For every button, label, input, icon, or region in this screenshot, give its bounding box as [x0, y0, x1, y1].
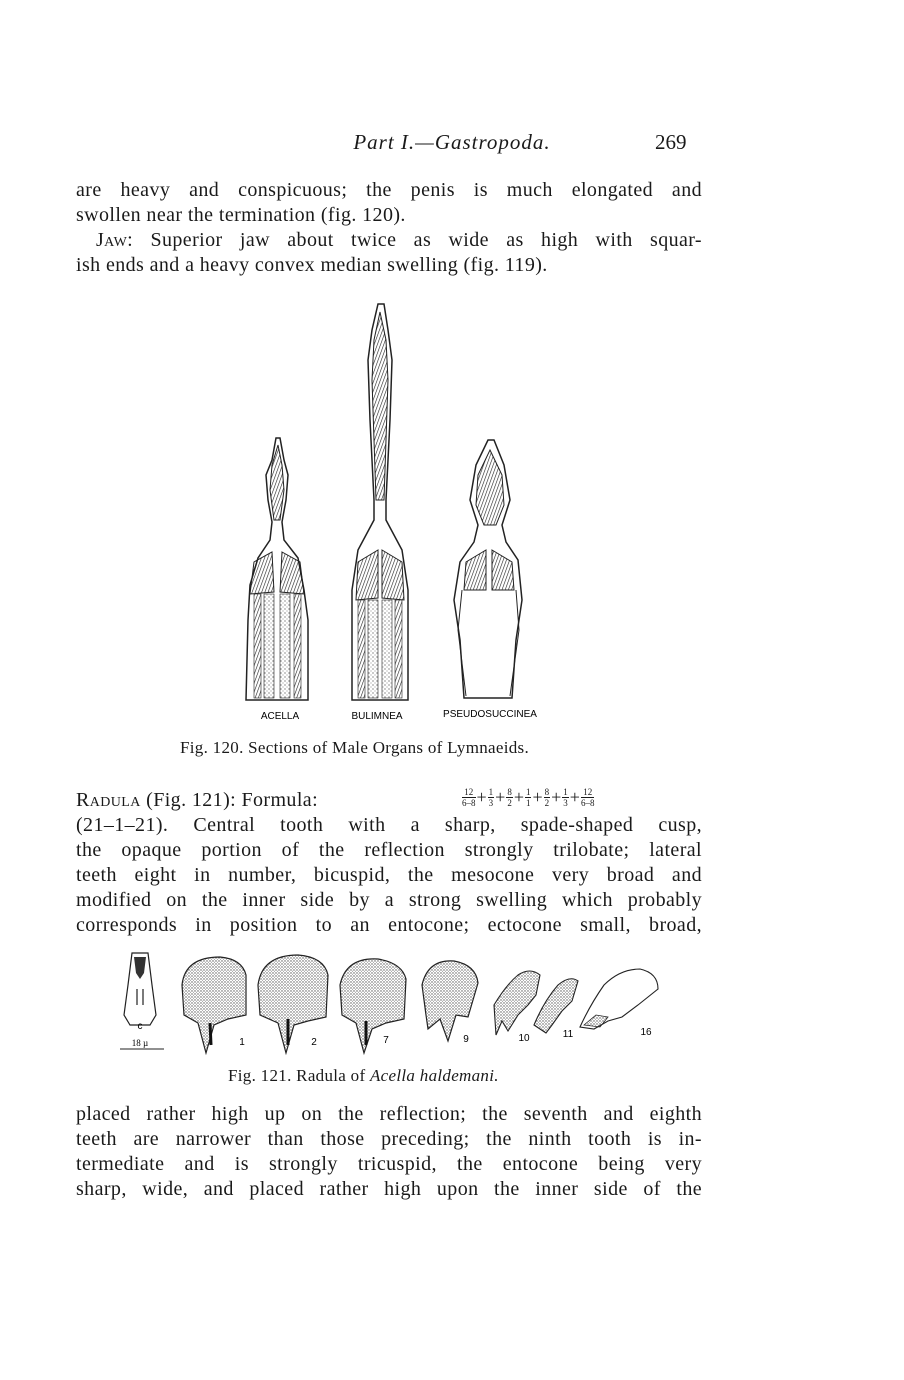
- figure-120-male-organs: [240, 300, 560, 730]
- text-line: the opaque portion of the reflection strongly trilobate; lateral: [76, 839, 702, 861]
- formula-term: $\frac{1}{3}$: [563, 787, 568, 808]
- label-pseudosuccinea: PSEUDOSUCCINEA: [443, 709, 537, 720]
- tooth-label: 1: [239, 1037, 245, 1048]
- running-head: Part I.—Gastropoda.: [353, 130, 551, 154]
- text-line: [76, 228, 702, 253]
- tooth-lateral-2: [258, 955, 328, 1053]
- text-line: teeth are narrower than those preceding; the ninth tooth is in-: [76, 1128, 702, 1150]
- text-line: swollen near the termination (fig. 120).: [76, 204, 406, 226]
- species-name: Acella haldemani.: [370, 1066, 499, 1085]
- formula-term: $\frac{12}{6-8}$: [580, 787, 595, 808]
- tooth-intermediate-9: [422, 961, 478, 1041]
- organ-drawing-pseudosuccinea: [454, 440, 522, 698]
- tooth-label: 11: [562, 1029, 574, 1040]
- formula-term: $\frac{1}{3}$: [488, 787, 494, 808]
- radula-formula: $\frac{12}{6-8}+$ $\frac{1}{3}+$ $\frac{8}{2}+$ $\frac{1}{1}+$ $\frac{8}{2}+$ $\frac{1}{3}+$ $\frac{12}{6-8}$: [462, 787, 595, 808]
- formula-term: $\frac{8}{2}$: [544, 787, 550, 808]
- formula-term: $\frac{1}{1}$: [525, 787, 531, 808]
- tooth-marginal-10: [494, 971, 540, 1035]
- text-line: [76, 788, 462, 813]
- tooth-label: 16: [640, 1027, 652, 1038]
- tooth-lateral-7: [340, 959, 406, 1053]
- organ-drawing-acella: [246, 438, 308, 700]
- text-line: ish ends and a heavy convex median swelling (fig. 119).: [76, 254, 548, 276]
- tooth-label: 7: [383, 1035, 389, 1046]
- paragraph-teeth: [76, 1102, 702, 1202]
- paragraph-radula: [76, 813, 702, 938]
- text-line: corresponds in position to an entocone; ectocone small, broad,: [76, 914, 702, 936]
- page-number: 269: [655, 130, 687, 154]
- tooth-lateral-1: [182, 957, 246, 1053]
- tooth-label: 10: [518, 1033, 530, 1044]
- caption-text: Fig. 121. Radula of: [228, 1066, 370, 1085]
- tooth-label: 9: [463, 1034, 469, 1045]
- text-line: modified on the inner side by a strong swelling which probably: [76, 889, 702, 911]
- label-acella: ACELLA: [260, 711, 300, 722]
- radula-first-line: [76, 788, 462, 813]
- text-line: termediate and is strongly tricuspid, the entocone being very: [76, 1153, 702, 1175]
- text-line: sharp, wide, and placed rather high upon the inner side of the: [76, 1178, 702, 1200]
- formula-term: $\frac{8}{2}$: [507, 787, 512, 808]
- figure-121-caption: [228, 1066, 499, 1086]
- scale-label: 18 µ: [131, 1038, 149, 1048]
- label-bulimnea: BULIMNEA: [351, 711, 403, 722]
- radula-lead: (Fig. 121): Formula:: [140, 789, 319, 811]
- tooth-label: c: [137, 1021, 143, 1032]
- jaw-text: Superior jaw about twice as wide as high with squar-: [133, 229, 702, 251]
- tooth-marginal-11: [534, 979, 578, 1033]
- tooth-central: [120, 953, 164, 1049]
- radula-heading: Radula: [76, 789, 141, 811]
- page-header: [0, 130, 904, 160]
- paragraph-male-organs: [76, 178, 702, 278]
- text-line: are heavy and conspicuous; the penis is much elongated and: [76, 179, 702, 201]
- jaw-heading: Jaw:: [96, 229, 134, 251]
- organ-drawing-bulimnea: [352, 304, 408, 700]
- formula-term: $\frac{12}{6-8}$: [462, 787, 476, 808]
- text-line: placed rather high up on the reflection; the seventh and eighth: [76, 1103, 702, 1125]
- figure-121-radula: [110, 945, 670, 1060]
- figure-120-caption: Fig. 120. Sections of Male Organs of Lymnaeids.: [180, 738, 530, 757]
- text-line: teeth eight in number, bicuspid, the mesocone very broad and: [76, 864, 702, 886]
- text-line: (21–1–21). Central tooth with a sharp, spade-shaped cusp,: [76, 814, 702, 836]
- tooth-label: 2: [311, 1037, 317, 1048]
- tooth-marginal-16: [580, 969, 658, 1029]
